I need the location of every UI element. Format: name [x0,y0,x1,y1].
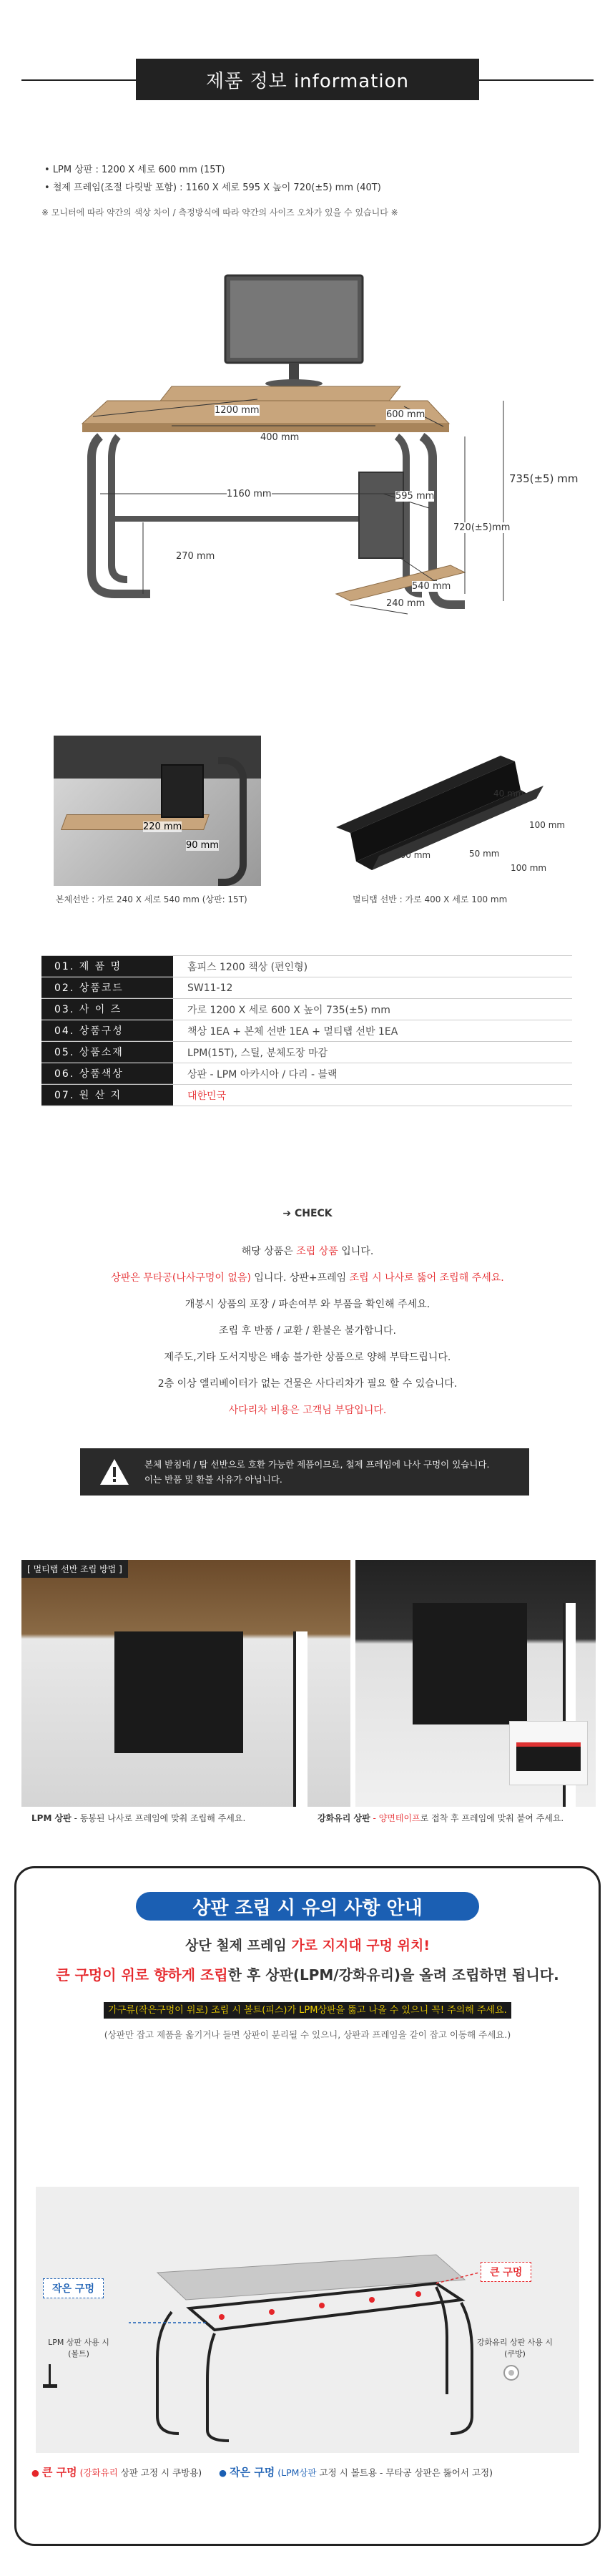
shelf-dim-90: 90 mm [186,840,220,851]
assembly-line-1: 상단 철제 프레임 가로 지지대 구멍 위치! [184,1938,431,1953]
spec-value: LPM(15T), 스틸, 분체도장 마감 [187,1047,328,1059]
warning-icon [99,1458,130,1486]
tray-dim-100-right: 100 mm [529,820,566,830]
glass-assembly-caption: 강화유리 상판 - 양면테이프로 접착 후 프레임에 맞춰 붙여 주세요. [318,1813,564,1823]
big-hole-label: 큰 구멍 [481,2262,531,2282]
dim-1200: 1200 mm [215,405,260,416]
pc-shelf-photo [54,736,261,886]
glass-use-label: 강화유리 상판 사용 시 (쿠방) [476,2338,554,2358]
assembly-line-4: (상판만 잡고 제품을 옮기거나 들면 상판이 분리될 수 있으니, 상판과 프레임을 같이 잡고 이동해 주세요.) [104,2029,511,2040]
tray-dim-40: 40 mm [493,789,524,799]
tray-dim-400: 400 mm [395,850,431,860]
dim-595: 595 mm [395,491,435,502]
dim-720: 720(±5)mm [453,522,511,533]
spec-value: 홈피스 1200 책상 (편인형) [187,961,308,973]
dim-1160: 1160 mm [227,489,272,499]
table-row [41,1063,572,1085]
hole-diagram [36,2187,579,2453]
monitor-note: ※ 모니터에 따라 약간의 색상 차이 / 측정방식에 따라 약간의 사이즈 오차가 있을 수 있습니다 ※ [41,208,398,218]
spec-value: 상판 - LPM 아카시아 / 다리 - 블랙 [187,1068,338,1080]
legend-big-hole: ● 큰 구멍 (강화유리 상판 고정 시 쿠방용) [31,2466,202,2479]
tray-dim-50: 50 mm [469,849,500,859]
warning-line: 본체 받침대 / 탑 선반으로 호환 가능한 제품이므로, 철제 프레임에 나사 구멍이 있습니다. [144,1459,490,1470]
check-line: 사다리차 비용은 고객님 부담입니다. [228,1405,387,1416]
table-row [41,999,572,1020]
spec-value: SW11-12 [187,982,233,994]
multitap-label: [ 멀티탭 선반 조립 방법 ] [21,1560,128,1578]
dim-735: 735(±5) mm [509,472,579,485]
shelf-dim-220: 220 mm [143,821,182,832]
check-section [0,1201,615,1424]
dim-240: 240 mm [386,598,425,609]
spec-label: 05. 상품소재 [41,1042,173,1063]
table-row [41,1020,572,1042]
warning-box [80,1448,529,1496]
dim-600: 600 mm [386,409,425,420]
spec-bullets [44,161,381,197]
glass-assembly-photo [355,1560,596,1807]
spec-value: 책상 1EA + 본체 선반 1EA + 멀티탭 선반 1EA [187,1025,398,1038]
check-line: 해당 상품은 조립 상품 입니다. [241,1246,374,1257]
bolt-icon [49,2364,51,2384]
spec-bullet: • 철제 프레임(조절 다릿발 포함) : 1160 X 세로 595 X 높이 720(±5) mm (40T) [44,182,381,193]
assembly-notice-title: 상판 조립 시 유의 사항 안내 [136,1892,479,1921]
spec-table [41,955,572,1106]
legend-small-hole: ● 작은 구멍 (LPM상판 고정 시 볼트용 - 무타공 상판은 뚫어서 고정) [219,2466,493,2479]
dim-400: 400 mm [260,432,300,443]
shelf-caption: 본체선반 : 가로 240 X 세로 540 mm (상판: 15T) [56,894,247,904]
dim-270: 270 mm [176,551,215,562]
check-line: 2층 이상 엘리베이터가 없는 건물은 사다리차가 필요 할 수 있습니다. [157,1378,458,1390]
spec-value: 가로 1200 X 세로 600 X 높이 735(±5) mm [187,1004,390,1016]
spec-value: 대한민국 [187,1090,227,1102]
check-line: 제주도,기타 도서지방은 배송 불가한 상품으로 양해 부탁드립니다. [164,1352,451,1363]
spec-label: 01. 제 품 명 [41,956,173,977]
pc-tower-icon [359,472,403,558]
spec-label: 07. 원 산 지 [41,1085,173,1106]
small-hole-label: 작은 구멍 [43,2278,104,2298]
check-line: 조립 후 반품 / 교환 / 환불은 불가합니다. [219,1325,396,1337]
assembly-line-3: 가구류(작은구멍이 위로) 조립 시 볼트(피스)가 LPM상판을 뚫고 나올 수 있으니 꼭! 주의해 주세요. [0,2002,615,2016]
lpm-assembly-photo [21,1560,350,1807]
spec-label: 06. 상품색상 [41,1063,173,1084]
assembly-line-2: 큰 구멍이 위로 향하게 조립한 후 상판(LPM/강화유리)을 올려 조립하면 됩니다. [56,1966,559,1984]
spec-label: 03. 사 이 즈 [41,999,173,1020]
dim-540: 540 mm [412,581,451,592]
spec-label: 02. 상품코드 [41,977,173,998]
spec-label: 04. 상품구성 [41,1020,173,1041]
frame-illustration [36,2187,579,2453]
warning-line: 이는 반품 및 환불 사유가 아닙니다. [144,1474,282,1485]
check-line: 상판은 무타공(나사구멍이 없음) 입니다. 상판+프레임 조립 시 나사로 뚫어 조립해 주세요. [111,1272,504,1284]
table-row [41,1042,572,1063]
hole-legend [31,2464,493,2479]
desk-diagram [0,222,615,644]
table-row [41,1085,572,1106]
check-title: ➔ CHECK [282,1208,333,1219]
tray-caption: 멀티탭 선반 : 가로 400 X 세로 100 mm [353,894,508,904]
table-row [41,956,572,977]
lpm-assembly-caption: LPM 상판 - 동봉된 나사로 프레임에 맞춰 조립해 주세요. [31,1813,246,1823]
tray-dim-100-bottom: 100 mm [511,863,547,873]
table-row [41,977,572,999]
page-title: 제품 정보 information [136,59,479,100]
check-line: 개봉시 상품의 포장 / 파손여부 와 부품을 확인해 주세요. [184,1299,431,1310]
lpm-use-label: LPM 상판 사용 시 (볼트) [48,2338,109,2358]
spec-bullet: • LPM 상판 : 1200 X 세로 600 mm (15T) [44,165,225,175]
